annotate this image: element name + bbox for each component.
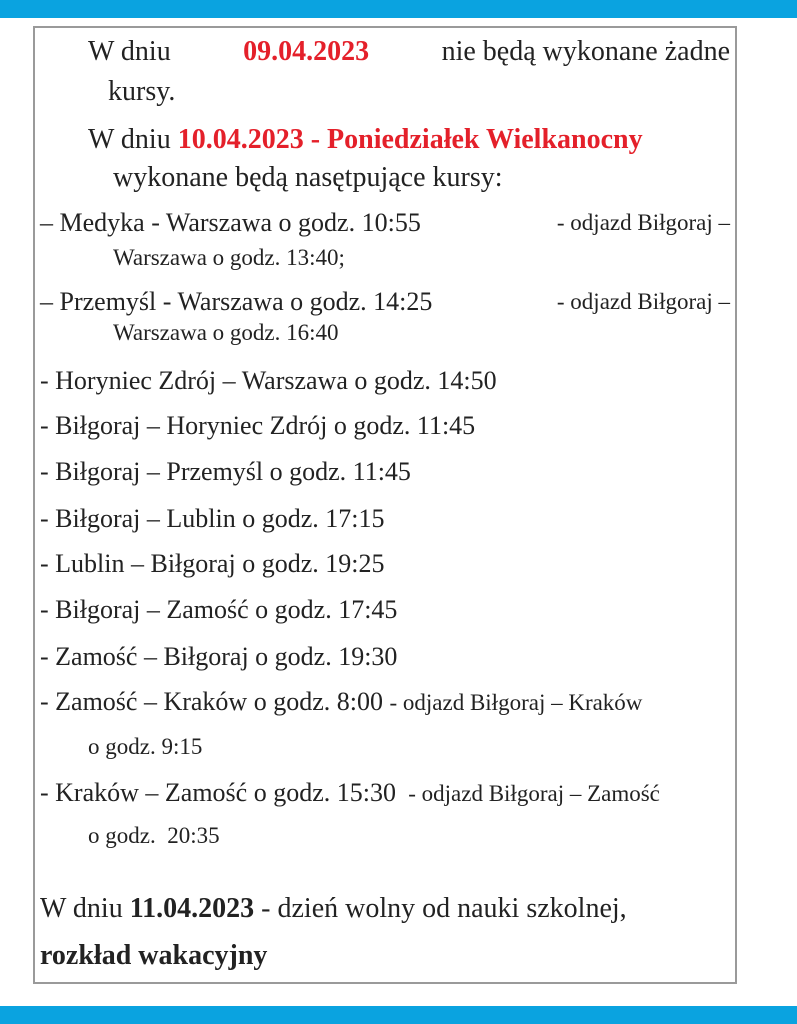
route-item: - Biłgoraj – Horyniec Zdrój o godz. 11:45 (40, 411, 476, 440)
route-item: - Biłgoraj – Przemyśl o godz. 11:45 (40, 457, 411, 486)
notice-p1-line1 (88, 36, 730, 68)
p1-prefix: W dniu (88, 36, 171, 67)
p3-date: 11.04.2023 (129, 893, 255, 924)
route-continuation: Warszawa o godz. 16:40 (113, 320, 339, 345)
route-item: - Horyniec Zdrój – Warszawa o godz. 14:50 (40, 366, 497, 395)
route-item: - Biłgoraj – Lublin o godz. 17:15 (40, 504, 385, 533)
notice-p3-line1 (40, 893, 627, 925)
notice-p2-line1 (88, 124, 643, 156)
route-main: – Przemyśl - Warszawa o godz. 14:25 (40, 287, 433, 316)
route-extra: - odjazd Biłgoraj – Zamość (402, 781, 660, 806)
route-item (40, 687, 642, 717)
route-item (40, 287, 730, 317)
route-extra: - odjazd Biłgoraj – (556, 289, 730, 314)
route-continuation: o godz. 20:35 (88, 823, 220, 848)
route-extra: - odjazd Biłgoraj – (556, 210, 730, 235)
p1-suffix: nie będą wykonane żadne (441, 36, 730, 67)
p3-holiday-schedule: rozkład wakacyjny (40, 940, 268, 971)
route-main: - Kraków – Zamość o godz. 15:30 (40, 778, 396, 807)
route-main: – Medyka - Warszawa o godz. 10:55 (40, 208, 421, 237)
route-item: - Biłgoraj – Zamość o godz. 17:45 (40, 595, 398, 624)
p2-prefix: W dniu (88, 124, 171, 155)
route-continuation: o godz. 9:15 (88, 734, 203, 759)
route-main: - Zamość – Kraków o godz. 8:00 (40, 687, 383, 716)
route-continuation: Warszawa o godz. 13:40; (113, 245, 345, 270)
route-item (40, 208, 730, 238)
route-item: - Zamość – Biłgoraj o godz. 19:30 (40, 642, 398, 671)
p3-prefix: W dniu (40, 893, 123, 924)
p1-date: 09.04.2023 (243, 36, 370, 67)
p1-continuation: kursy. (108, 76, 176, 107)
p2-continuation: wykonane będą nasętpujące kursy: (113, 162, 503, 193)
p2-date-holiday: 10.04.2023 - Poniedziałek Wielkanocny (177, 124, 643, 155)
route-item: - Lublin – Biłgoraj o godz. 19:25 (40, 549, 385, 578)
route-extra: - odjazd Biłgoraj – Kraków (389, 690, 643, 715)
route-item (40, 778, 660, 808)
bottom-accent-bar (0, 1006, 797, 1024)
p3-suffix: - dzień wolny od nauki szkolnej, (261, 893, 627, 924)
top-accent-bar (0, 0, 797, 18)
